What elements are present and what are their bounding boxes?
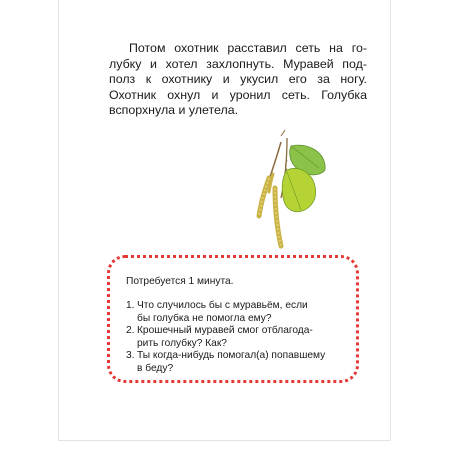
question-number: 3.: [126, 350, 135, 362]
question-number: 1.: [126, 300, 135, 311]
question-line: в беду?: [137, 362, 174, 374]
question-line: бы голубка не помогла ему?: [137, 312, 272, 324]
question-number: 2.: [126, 325, 135, 337]
question-item: [126, 325, 348, 350]
question-text: [137, 300, 348, 325]
story-line: лубку и хотел захлопнуть. Муравей под-: [109, 56, 367, 71]
question-line: Ты когда-нибудь помогал(а) попавшему: [137, 350, 326, 362]
question-item: [126, 350, 348, 375]
story-text: [109, 41, 367, 119]
question-item: [126, 300, 348, 325]
question-line: Что случилось бы с муравьём, если: [137, 300, 308, 311]
story-line: Охотник охнул и уронил сеть. Голубка: [109, 87, 367, 102]
story-line: вспорхнула и улетела.: [109, 103, 239, 118]
story-line: Потом охотник расставил сеть на го-: [129, 41, 367, 55]
time-note: Потребуется 1 минута.: [126, 276, 234, 287]
question-line: Крошечный муравей смог отблагода-: [137, 325, 313, 337]
question-line: рить голубку? Как?: [137, 337, 227, 349]
story-line: полз к охотнику и укусил его за ногу.: [109, 72, 367, 87]
birch-branch-icon: [229, 128, 329, 256]
question-text: [137, 325, 348, 350]
question-list: [126, 300, 348, 376]
question-text: [137, 350, 348, 375]
questions-box: [107, 255, 359, 383]
